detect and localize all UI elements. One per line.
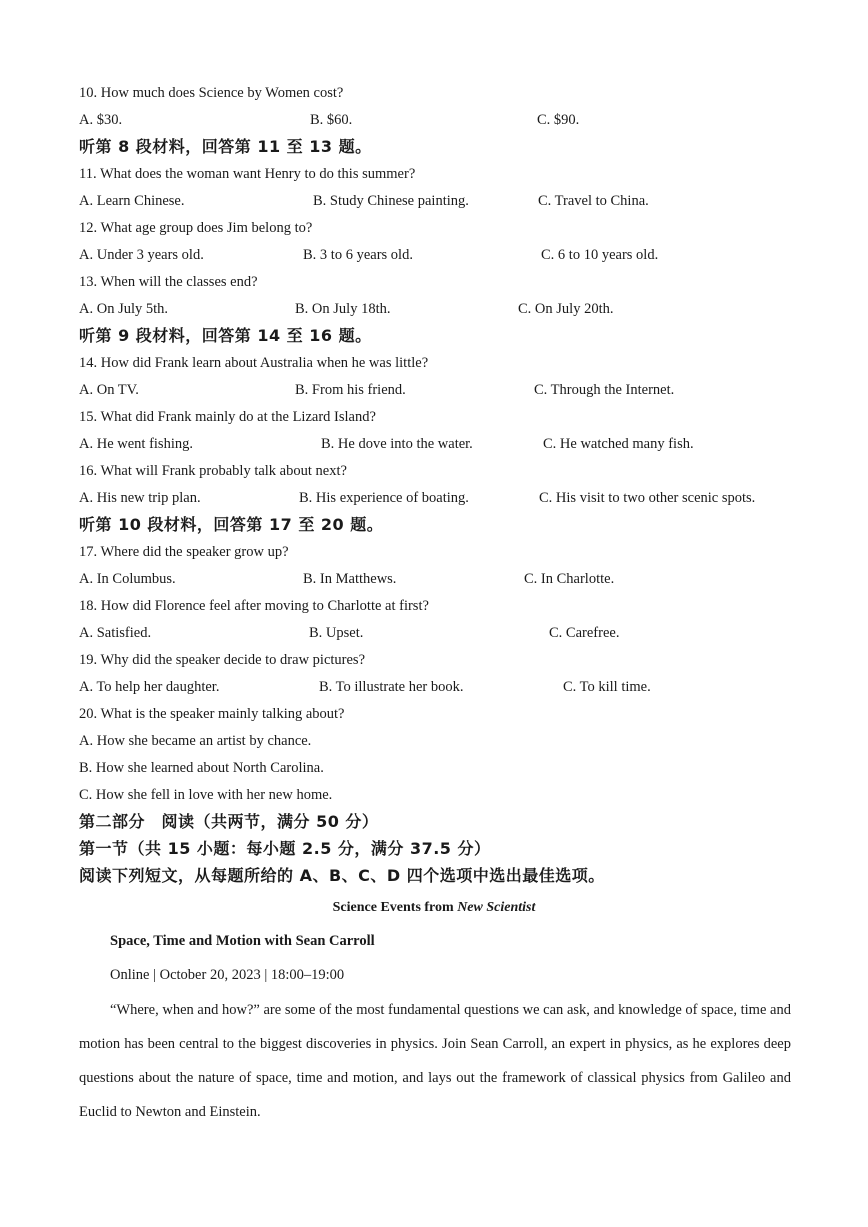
reading-instruction: 阅读下列短文，从每题所给的 A、B、C、D 四个选项中选出最佳选项。 (79, 866, 605, 885)
question-14-option-a: A. On TV. (79, 382, 139, 398)
question-14-option-c: C. Through the Internet. (534, 382, 675, 398)
question-14-option-b: B. From his friend. (295, 382, 406, 398)
question-18-option-b: B. Upset. (309, 625, 364, 641)
question-10-stem: 10. How much does Science by Women cost? (79, 85, 344, 101)
question-16-option-a: A. His new trip plan. (79, 490, 201, 506)
section-heading-material-9: 听第 9 段材料，回答第 14 至 16 题。 (79, 326, 372, 345)
question-18-stem: 18. How did Florence feel after moving to Charlotte at first? (79, 598, 429, 614)
question-10-option-a: A. $30. (79, 112, 123, 128)
question-12-stem: 12. What age group does Jim belong to? (79, 220, 313, 236)
question-17-stem: 17. Where did the speaker grow up? (79, 544, 289, 560)
question-13-option-c: C. On July 20th. (518, 301, 614, 317)
question-20-option-b: B. How she learned about North Carolina. (79, 760, 324, 776)
question-16-stem: 16. What will Frank probably talk about next? (79, 463, 347, 479)
section-heading-material-8: 听第 8 段材料，回答第 11 至 13 题。 (79, 137, 372, 156)
passage-title-italic: New Scientist (457, 900, 536, 915)
question-11-option-c: C. Travel to China. (538, 193, 649, 209)
question-13-option-a: A. On July 5th. (79, 301, 169, 317)
part-two-heading: 第二部分 阅读（共两节，满分 50 分） (79, 812, 379, 831)
passage-paragraph: “Where, when and how?” are some of the most fundamental questions we can ask, and knowledge of space, time and motion has been central to the biggest discoveries in physics. Join Sean Carroll, an expert in physics, as he explores deep questions about the nature of space, time and motion, and lays out the framework of classical physics from Galileo and Euclid to Newton and Einstein. (79, 1002, 791, 1120)
question-11-option-b: B. Study Chinese painting. (313, 193, 469, 209)
question-11-stem: 11. What does the woman want Henry to do this summer? (79, 166, 416, 182)
question-19-option-c: C. To kill time. (563, 679, 651, 695)
section-one-heading: 第一节（共 15 小题：每小题 2.5 分，满分 37.5 分） (79, 839, 491, 858)
section-heading-material-10: 听第 10 段材料，回答第 17 至 20 题。 (79, 515, 384, 534)
question-19-option-a: A. To help her daughter. (79, 679, 220, 695)
passage-title (0, 899, 868, 917)
question-11-option-a: A. Learn Chinese. (79, 193, 185, 209)
question-15-option-a: A. He went fishing. (79, 436, 193, 452)
event-meta: Online | October 20, 2023 | 18:00–19:00 (110, 967, 345, 983)
question-18-option-a: A. Satisfied. (79, 625, 152, 641)
question-16-option-c: C. His visit to two other scenic spots. (539, 490, 756, 506)
question-17-option-c: C. In Charlotte. (524, 571, 615, 587)
question-13-option-b: B. On July 18th. (295, 301, 391, 317)
question-12-option-a: A. Under 3 years old. (79, 247, 204, 263)
question-19-stem: 19. Why did the speaker decide to draw pictures? (79, 652, 366, 668)
event-title: Space, Time and Motion with Sean Carroll (110, 933, 375, 949)
question-15-option-b: B. He dove into the water. (321, 436, 473, 452)
question-16-option-b: B. His experience of boating. (299, 490, 469, 506)
question-15-option-c: C. He watched many fish. (543, 436, 694, 452)
passage-title-prefix: Science Events from (332, 900, 458, 915)
question-12-option-b: B. 3 to 6 years old. (303, 247, 413, 263)
question-18-option-c: C. Carefree. (549, 625, 620, 641)
question-20-stem: 20. What is the speaker mainly talking about? (79, 706, 345, 722)
question-14-stem: 14. How did Frank learn about Australia when he was little? (79, 355, 429, 371)
question-12-option-c: C. 6 to 10 years old. (541, 247, 659, 263)
question-13-stem: 13. When will the classes end? (79, 274, 258, 290)
question-17-option-a: A. In Columbus. (79, 571, 176, 587)
question-10-option-b: B. $60. (310, 112, 353, 128)
question-19-option-b: B. To illustrate her book. (319, 679, 464, 695)
question-20-option-c: C. How she fell in love with her new home. (79, 787, 333, 803)
question-10-option-c: C. $90. (537, 112, 580, 128)
question-20-option-a: A. How she became an artist by chance. (79, 733, 312, 749)
question-17-option-b: B. In Matthews. (303, 571, 397, 587)
question-15-stem: 15. What did Frank mainly do at the Lizard Island? (79, 409, 376, 425)
